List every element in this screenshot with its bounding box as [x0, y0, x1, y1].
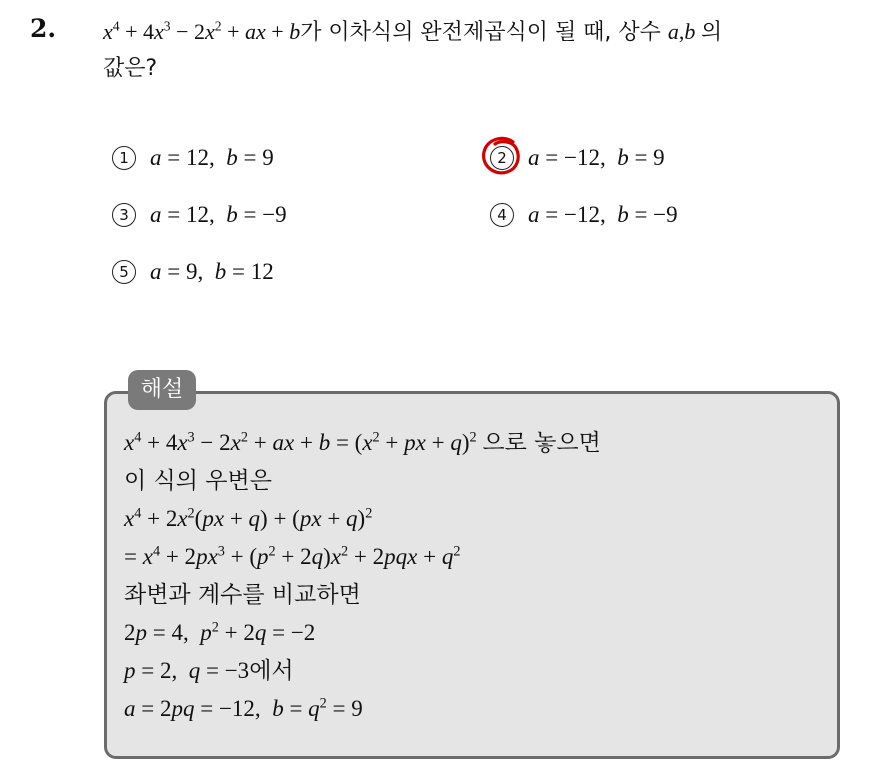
choice-4-symbol: 4	[490, 203, 514, 227]
solution-line-6: 2p = 4, $p^2 + 2q = -2$	[124, 619, 316, 645]
solution-korean-7: 에서	[249, 658, 294, 684]
choice-5-symbol: 5	[112, 260, 136, 284]
solution-line-4: = $x^4 + 2px^3 + (p^2 + 2q)x^2 + 2pqx + q^2$	[124, 543, 461, 569]
choice-2-text: a = −12, b = 9	[528, 145, 665, 170]
answer-circle-mark	[479, 134, 523, 178]
solution-korean-1: 으로 놓으면	[482, 430, 601, 456]
question-text: $x^4 + 4x^3 - 2x^2$ + ax + b가 이차식의 완전제곱식이 될 때, 상수 a,b 의 값은?	[103, 14, 873, 87]
solution-line-2: 이 식의 우변은	[124, 468, 272, 494]
solution-content	[124, 424, 824, 728]
choice-1[interactable]	[112, 145, 274, 171]
solution-tag: 해설	[128, 370, 196, 410]
question-number: 2.	[30, 14, 57, 43]
choice-3-text: a = 12, b = −9	[150, 202, 287, 227]
question-korean-1: 가 이차식의 완전제곱식이 될 때, 상수	[300, 20, 668, 45]
question-korean-3: 값은?	[103, 56, 158, 81]
solution-line-8: a = 2pq = −12, $b = q^2 = 9$	[124, 695, 363, 721]
question-korean-2: 의	[700, 20, 723, 45]
choice-3-symbol: 3	[112, 203, 136, 227]
choice-4[interactable]	[490, 202, 678, 228]
choice-1-symbol: 1	[112, 146, 136, 170]
choice-5-text: a = 9, b = 12	[150, 259, 274, 284]
solution-line-1: $x^4 + 4x^3 - 2x^2$ + ax + $b = (x^2$ + px + q)$^2$ 으로 놓으면	[124, 429, 601, 456]
choice-4-text: a = −12, b = −9	[528, 202, 678, 227]
solution-line-3: $x^4 + 2x^2(px + q) + (px + q)^2$	[124, 505, 373, 531]
solution-line-5: 좌변과 계수를 비교하면	[124, 582, 361, 608]
choice-5[interactable]	[112, 259, 274, 285]
choice-2-symbol: 2	[490, 146, 514, 170]
choice-3[interactable]	[112, 202, 287, 228]
choice-1-text: a = 12, b = 9	[150, 145, 274, 170]
solution-line-7: p = 2, q = −3에서	[124, 658, 294, 684]
